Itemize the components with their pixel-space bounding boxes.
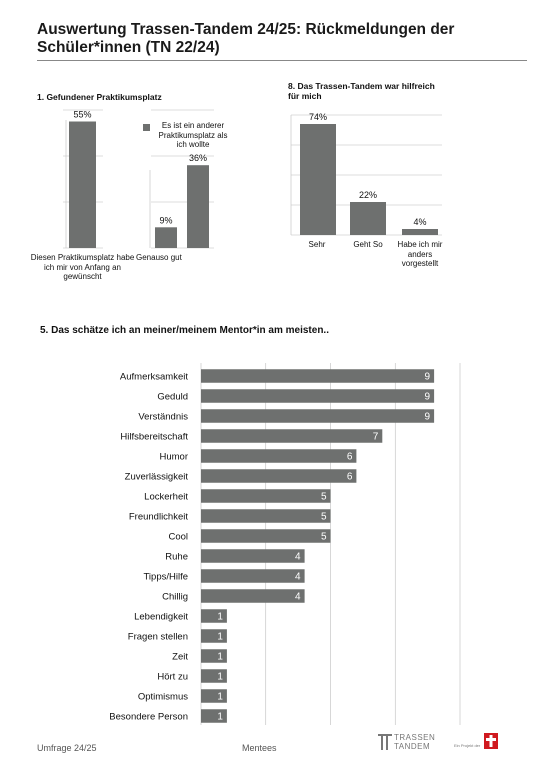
chart3-data-label: 5 bbox=[320, 511, 327, 523]
chart3-category-label: Lockerheit bbox=[144, 491, 188, 503]
chart3-data-label: 4 bbox=[295, 591, 301, 603]
chart3-bar bbox=[201, 569, 305, 583]
chart2-bar bbox=[350, 202, 386, 235]
chart3-category-label: Zeit bbox=[172, 651, 188, 663]
chart3-category-label: Aufmerksamkeit bbox=[119, 371, 188, 383]
chart2-data-label: 74% bbox=[308, 112, 328, 122]
chart3-category-label: Optimismus bbox=[137, 691, 188, 703]
chart3-bar bbox=[201, 529, 331, 543]
chart1-data-label: 9% bbox=[159, 215, 173, 226]
footer-center: Mentees bbox=[242, 743, 277, 753]
chart1-legend-label: Es ist ein anderer Praktikumsplatz als ich wollte bbox=[158, 121, 228, 149]
chart3-bar bbox=[201, 649, 227, 663]
chart2-data-label: 4% bbox=[413, 217, 427, 227]
chart3-data-label: 1 bbox=[217, 671, 223, 683]
chart3-category-label: Besondere Person bbox=[109, 711, 188, 723]
chart3-category-label: Humor bbox=[159, 451, 188, 463]
chart3-bar bbox=[201, 429, 382, 443]
chart1-title: 1. Gefundener Praktikumsplatz bbox=[37, 92, 162, 102]
page-title: Auswertung Trassen-Tandem 24/25: Rückmeldungen der Schüler*innen (TN 22/24) bbox=[37, 21, 527, 61]
chart3-bar bbox=[201, 589, 305, 603]
chart3-title: 5. Das schätze ich an meiner/meinem Mentor*in am meisten.. bbox=[40, 325, 329, 336]
chart3-bar bbox=[201, 449, 356, 463]
chart3-bar bbox=[201, 489, 331, 503]
chart2-category-label: Habe ich mir anders vorgestellt bbox=[397, 240, 443, 268]
chart3-category-label: Cool bbox=[168, 531, 188, 543]
chart3-data-label: 1 bbox=[217, 651, 223, 663]
chart3-data-label: 5 bbox=[320, 531, 327, 543]
chart1-category-label: Genauso gut bbox=[136, 253, 182, 262]
chart1-category-label: Diesen Praktikumsplatz habe ich mir von Anfang an gewünscht bbox=[30, 253, 135, 281]
chart1-data-label: 55% bbox=[73, 109, 92, 120]
chart2-bar bbox=[300, 124, 336, 235]
chart3-data-label: 7 bbox=[372, 431, 379, 443]
chart2-bar bbox=[402, 229, 438, 235]
chart2-category-label: Sehr bbox=[308, 240, 326, 249]
chart3-data-label: 1 bbox=[217, 691, 223, 703]
logo-text-line1: TRASSEN bbox=[394, 733, 436, 742]
chart3-category-label: Hilfsbereitschaft bbox=[120, 431, 188, 443]
chart1-bar bbox=[69, 122, 96, 249]
chart2-category-label: Geht So bbox=[353, 240, 383, 249]
chart3-data-label: 1 bbox=[217, 611, 223, 623]
chart3-data-label: 6 bbox=[346, 471, 353, 483]
chart3-bar bbox=[201, 669, 227, 683]
logo-text-line2: TANDEM bbox=[394, 742, 431, 751]
chart3-category-label: Chillig bbox=[162, 591, 188, 603]
chart3-bar bbox=[201, 609, 227, 623]
chart1-data-label: 36% bbox=[188, 153, 208, 164]
chart3-data-label: 9 bbox=[424, 391, 431, 403]
chart3-category-label: Ruhe bbox=[165, 551, 188, 563]
chart3-bar bbox=[201, 409, 434, 423]
chart1-legend-swatch bbox=[143, 124, 150, 131]
chart3-category-label: Verständnis bbox=[138, 411, 188, 423]
chart1-bar bbox=[187, 165, 209, 248]
logo-mark-icon bbox=[378, 734, 392, 752]
chart3-category-label: Lebendigkeit bbox=[134, 611, 188, 623]
chart3-data-label: 4 bbox=[295, 571, 301, 583]
cross-icon bbox=[484, 733, 498, 749]
chart2-title: 8. Das Trassen-Tandem war hilfreich für mich bbox=[288, 81, 435, 101]
chart3-category-label: Tipps/Hilfe bbox=[143, 571, 188, 583]
chart3-data-label: 5 bbox=[320, 491, 327, 503]
chart3-data-label: 1 bbox=[217, 711, 223, 723]
chart3-data-label: 1 bbox=[217, 631, 223, 643]
chart3-category-label: Hört zu bbox=[157, 671, 188, 683]
footer-left: Umfrage 24/25 bbox=[37, 743, 97, 753]
chart3-bar bbox=[201, 709, 227, 723]
chart2-data-label: 22% bbox=[358, 190, 378, 200]
chart3-data-label: 9 bbox=[424, 411, 431, 423]
chart3-bar bbox=[201, 629, 227, 643]
chart3-data-label: 4 bbox=[295, 551, 301, 563]
chart3-data-label: 6 bbox=[346, 451, 353, 463]
chart3-category-label: Geduld bbox=[157, 391, 188, 403]
chart3-bar bbox=[201, 689, 227, 703]
chart3-bar bbox=[201, 509, 331, 523]
chart3-bar bbox=[201, 369, 434, 383]
chart3-bar bbox=[201, 389, 434, 403]
trassen-tandem-logo bbox=[378, 733, 438, 755]
partner-text: Ein Projekt der bbox=[454, 743, 481, 748]
chart3-category-label: Fragen stellen bbox=[127, 631, 188, 643]
caritas-logo-icon bbox=[484, 733, 498, 749]
chart3-bar bbox=[201, 469, 356, 483]
chart3-data-label: 9 bbox=[424, 371, 431, 383]
chart1-bar bbox=[155, 227, 177, 248]
chart3-category-label: Freundlichkeit bbox=[128, 511, 188, 523]
chart3-bar bbox=[201, 549, 305, 563]
chart3-category-label: Zuverlässigkeit bbox=[124, 471, 188, 483]
